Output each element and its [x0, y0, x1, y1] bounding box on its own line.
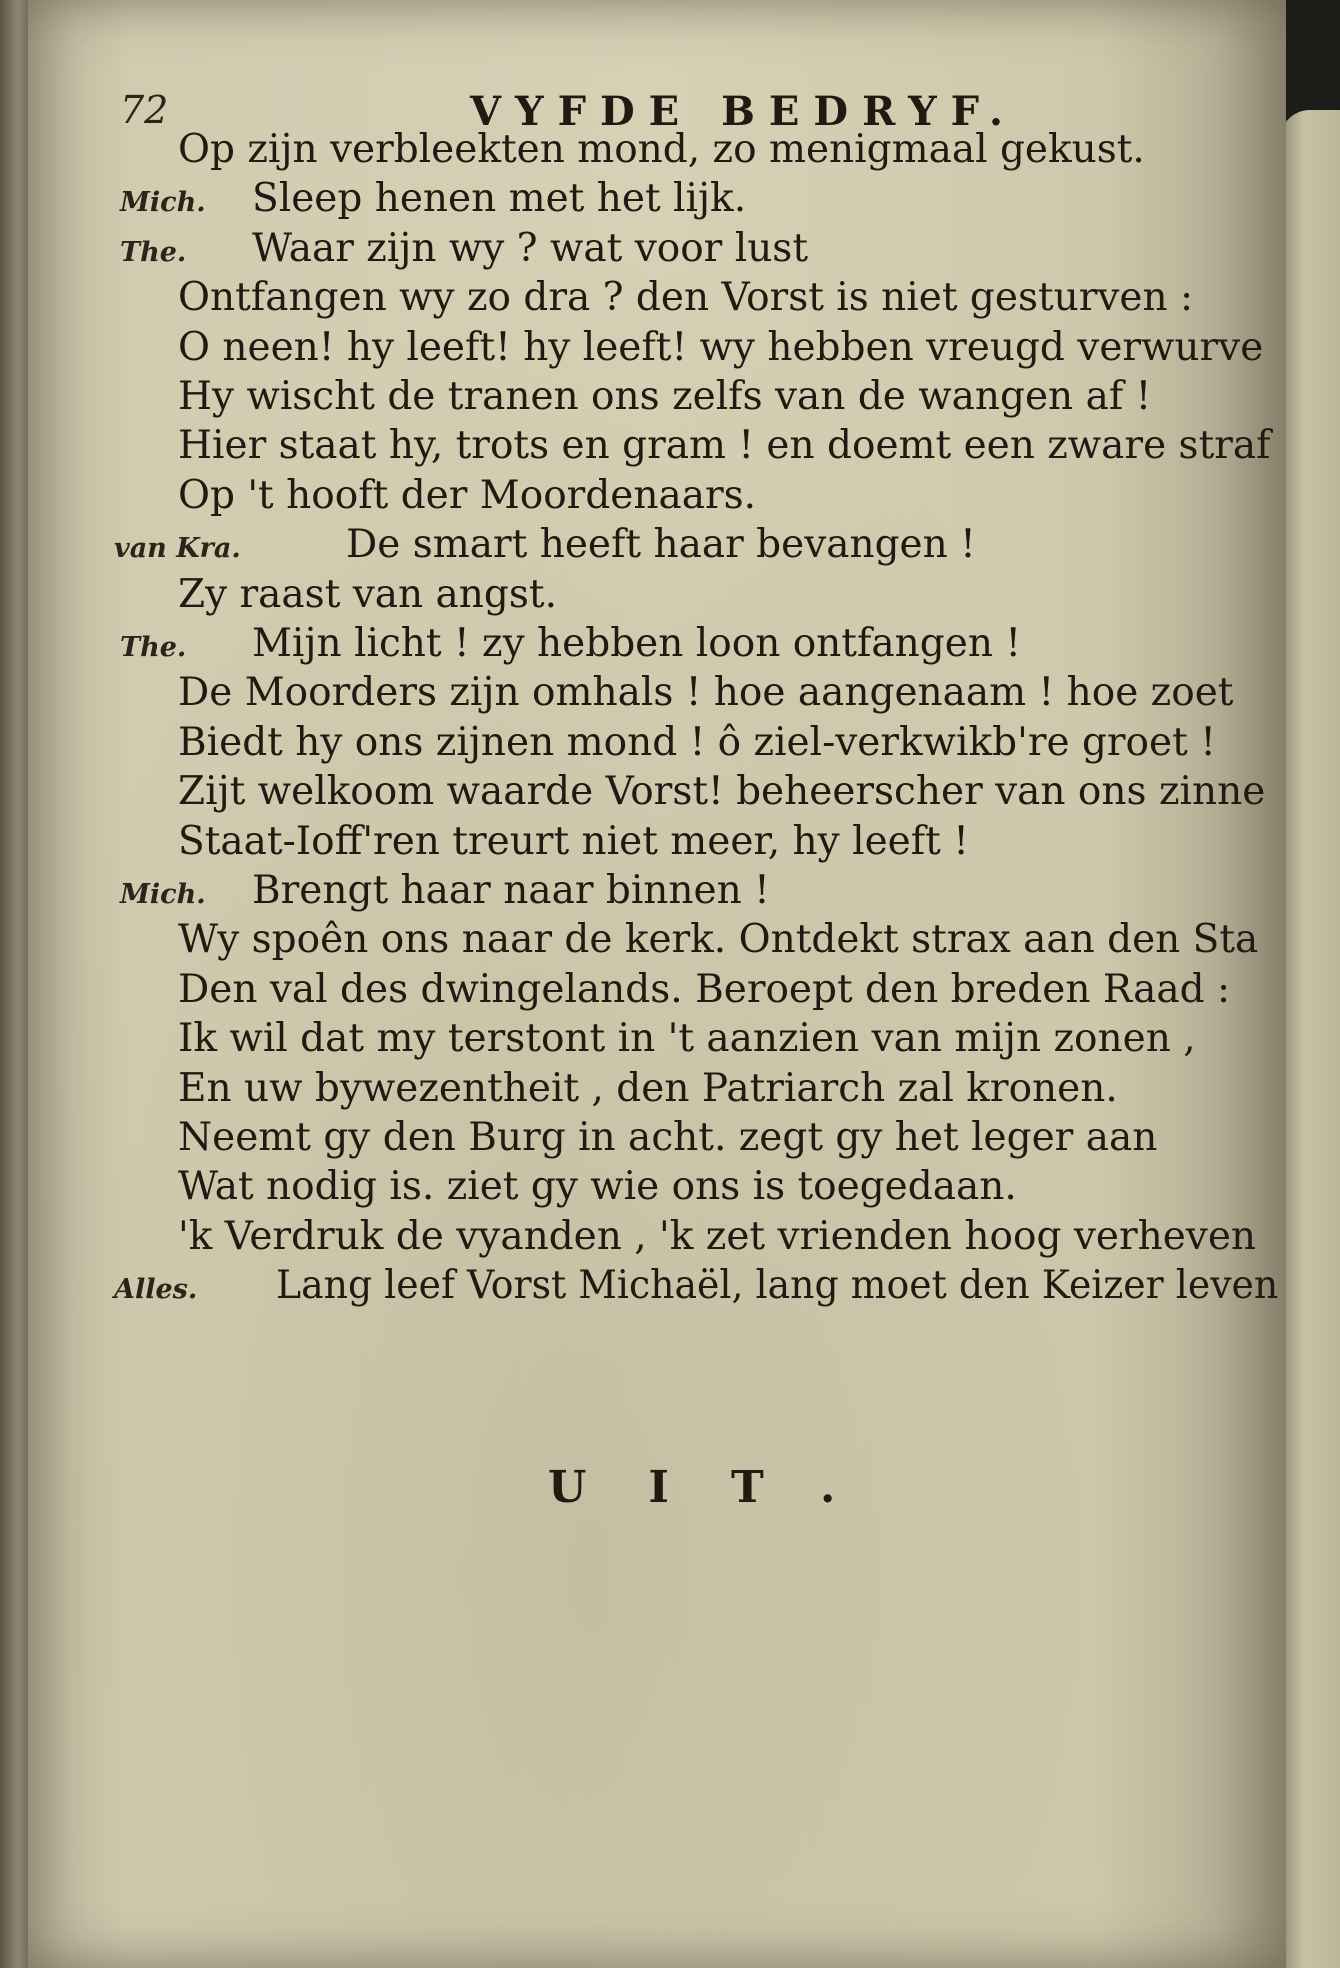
previous-page-edge [0, 0, 30, 1968]
verse-line: Zijt welkoom waarde Vorst! beheerscher van ons zinne [178, 769, 1266, 815]
page-text [28, 0, 1286, 1968]
verse-line: Brengt haar naar binnen ! [252, 868, 770, 913]
background-corner [1280, 0, 1340, 120]
verse-line: Waar zijn wy ? wat voor lust [252, 225, 808, 271]
verse-line: Hier staat hy, trots en gram ! en doemt een zware straf [178, 423, 1271, 469]
speaker-label: The. [120, 236, 187, 268]
verse-line: Den val des dwingelands. Beroept den breden Raad : [178, 966, 1231, 1012]
end-mark: UIT. [548, 1462, 898, 1513]
next-page-edge [1280, 110, 1340, 1968]
verse-line: Mijn licht ! zy hebben loon ontfangen ! [252, 621, 1022, 666]
verse-line: De smart heeft haar bevangen ! [346, 522, 976, 568]
verse-line: O neen! hy leeft! hy leeft! wy hebben vreugd verwurve [178, 324, 1264, 370]
book-page [28, 0, 1286, 1968]
verse-line: Staat-Ioff'ren treurt niet meer, hy leeft ! [178, 818, 969, 864]
verse-line: Ontfangen wy zo dra ? den Vorst is niet gesturven : [178, 275, 1194, 321]
verse-line: Op zijn verbleekten mond, zo menigmaal gekust. [178, 127, 1145, 172]
verse-line: Op 't hooft der Moordenaars. [178, 472, 757, 518]
speaker-label: Mich. [120, 879, 206, 910]
verse-line: Zy raast van angst. [178, 571, 557, 617]
speaker-label: Alles. [114, 1274, 198, 1306]
verse-line: 'k Verdruk de vyanden , 'k zet vrienden hoog verheven [178, 1213, 1257, 1259]
speaker-label: Mich. [120, 187, 206, 219]
verse-line: Sleep henen met het lijk. [252, 176, 747, 222]
speaker-label: The. [120, 632, 187, 663]
verse-line: Wy spoên ons naar de kerk. Ontdekt strax aan den Sta [178, 917, 1259, 963]
verse-line: De Moorders zijn omhals ! hoe aangenaam ! hoe zoet [178, 670, 1234, 716]
verse-line: Biedt hy ons zijnen mond ! ô ziel-verkwikb're groet ! [178, 719, 1216, 765]
page-number: 72 [120, 88, 169, 132]
speaker-label: van Kra. [114, 533, 241, 565]
verse-line: Lang leef Vorst Michaël, lang moet den Keizer leven [276, 1263, 1279, 1309]
verse-line: Neemt gy den Burg in acht. zegt gy het leger aan [178, 1115, 1158, 1160]
verse-line: Wat nodig is. ziet gy wie ons is toegedaan. [178, 1164, 1017, 1210]
running-head: VYFDE BEDRYF. [470, 88, 1017, 135]
verse-line: Hy wischt de tranen ons zelfs van de wangen af ! [178, 374, 1152, 419]
verse-line: En uw bywezentheit , den Patriarch zal kronen. [178, 1065, 1118, 1111]
verse-line: Ik wil dat my terstont in 't aanzien van mijn zonen , [178, 1016, 1196, 1062]
